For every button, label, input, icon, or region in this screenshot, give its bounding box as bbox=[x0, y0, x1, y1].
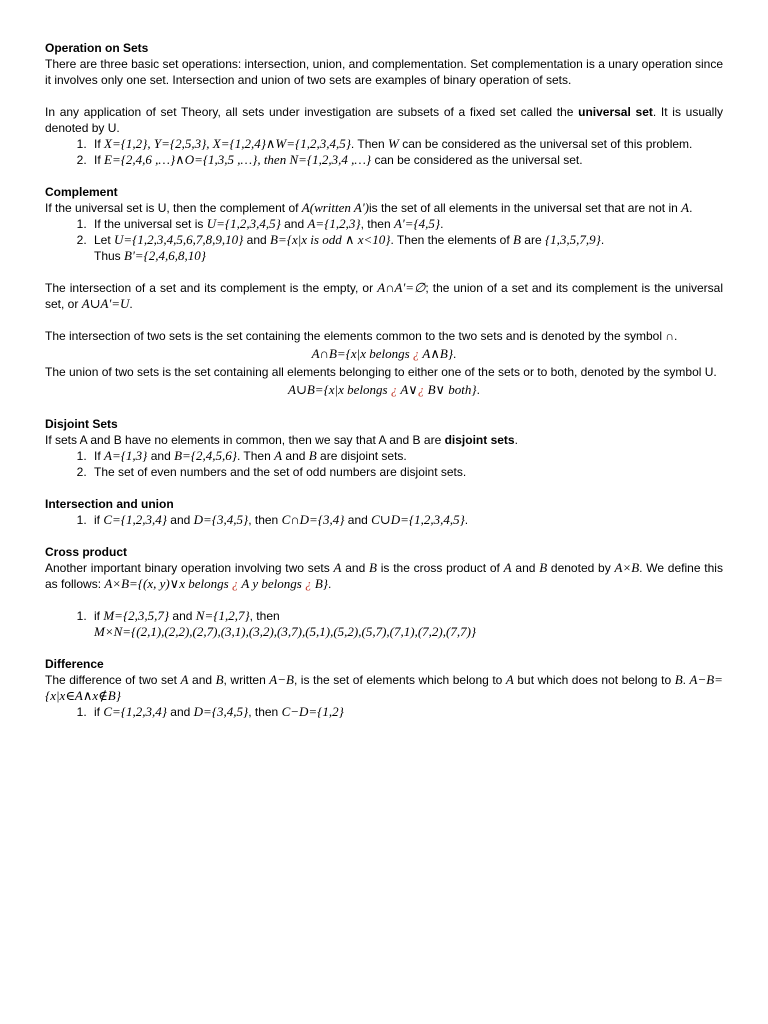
text-run: and bbox=[511, 561, 540, 575]
complement-examples bbox=[45, 216, 723, 264]
text-run: . Then bbox=[236, 449, 275, 463]
paragraph-universal-set: In any application of set Theory, all sets under investigation are subsets of a fixed set called the universal set. It is usually denoted by U. bbox=[45, 105, 723, 135]
math-expression: ¿ bbox=[231, 576, 239, 591]
list-item bbox=[90, 232, 723, 264]
heading-intersection-union: Intersection and union bbox=[45, 497, 174, 511]
math-expression: B bbox=[674, 672, 683, 687]
math-expression: B∨ both} bbox=[424, 382, 477, 397]
text-run: are bbox=[520, 233, 545, 247]
list-item bbox=[90, 704, 723, 720]
text-run: is the cross product of bbox=[377, 561, 504, 575]
math-expression: U={1,2,3,4,5,6,7,8,9,10} bbox=[114, 232, 244, 247]
text-run: If sets A and B have no elements in common, then we say that A and B are bbox=[45, 433, 445, 447]
math-expression: B bbox=[369, 560, 377, 575]
list-item bbox=[90, 608, 723, 640]
text-run: . bbox=[600, 233, 605, 247]
text-run: and bbox=[169, 609, 196, 623]
heading-cross-product: Cross product bbox=[45, 545, 128, 559]
text-run: can be considered as the universal set of this problem. bbox=[398, 137, 693, 151]
text-run: . We define this as follows: bbox=[45, 561, 723, 591]
math-expression: A∩A'=∅ bbox=[377, 280, 426, 295]
disjoint-examples bbox=[45, 448, 723, 480]
text-run: and bbox=[166, 705, 194, 719]
math-expression: A'={4,5} bbox=[393, 216, 441, 231]
text-run: , then bbox=[248, 705, 282, 719]
text-run: if bbox=[94, 609, 104, 623]
math-expression: A bbox=[505, 672, 514, 687]
text-run: are disjoint sets. bbox=[316, 449, 407, 463]
list-item bbox=[90, 136, 723, 152]
text-run: and bbox=[341, 561, 370, 575]
math-expression: A={1,3} bbox=[104, 448, 148, 463]
math-expression: X={1,2}, Y={2,5,3}, X={1,2,4}∧W={1,2,3,4,5} bbox=[104, 136, 351, 151]
text-run: and bbox=[188, 673, 216, 687]
math-expression: B bbox=[308, 448, 317, 463]
difference-examples bbox=[45, 704, 723, 720]
text-run: . bbox=[689, 201, 693, 215]
text-run: Thus bbox=[94, 249, 125, 263]
paragraph-union-definition: The union of two sets is the set containing all elements belonging to either one of the sets or to both, denoted by the symbol U. bbox=[45, 365, 717, 379]
list-item bbox=[90, 152, 723, 168]
text-run: . bbox=[129, 297, 133, 311]
text-run: , then bbox=[249, 609, 280, 623]
list-item bbox=[90, 448, 723, 464]
math-expression: A∧B} bbox=[419, 346, 454, 361]
formula-intersection bbox=[45, 345, 723, 363]
heading-complement: Complement bbox=[45, 185, 118, 199]
text-run: and bbox=[243, 233, 271, 247]
math-expression: ¿ bbox=[417, 382, 425, 397]
math-expression: N={1,2,7} bbox=[195, 608, 250, 623]
text-run: If bbox=[94, 137, 105, 151]
text-run: Another important binary operation involving two sets bbox=[45, 561, 334, 575]
text-run: . bbox=[464, 513, 469, 527]
intersection-union-examples bbox=[45, 512, 723, 528]
math-expression: A bbox=[503, 560, 512, 575]
cross-product-result: M×N={(2,1),(2,2),(2,7),(3,1),(3,2),(3,7),(5,1),(5,2),(5,7),(7,1),(7,2),(7,7)} bbox=[94, 624, 477, 639]
math-expression: A∨ bbox=[397, 382, 418, 397]
math-expression: D={3,4,5} bbox=[193, 704, 249, 719]
math-expression: D={3,4,5} bbox=[193, 512, 249, 527]
math-expression: ¿ bbox=[305, 576, 312, 591]
text-run: If the universal set is bbox=[94, 217, 207, 231]
list-item bbox=[90, 464, 723, 480]
text-run: , then bbox=[360, 217, 394, 231]
text-run: . bbox=[440, 217, 444, 231]
text-run: , is the set of elements which belong to bbox=[293, 673, 506, 687]
text-run: . bbox=[328, 577, 332, 591]
math-expression: A bbox=[180, 672, 189, 687]
heading-disjoint-sets: Disjoint Sets bbox=[45, 417, 118, 431]
text-run: . Then the elements of bbox=[390, 233, 514, 247]
text-run: The intersection of a set and its complement is the empty, or bbox=[45, 281, 378, 295]
math-expression: {1,3,5,7,9} bbox=[544, 232, 601, 247]
math-expression: A∪A'=U bbox=[81, 296, 130, 311]
text-run: The set of even numbers and the set of odd numbers are disjoint sets. bbox=[94, 465, 467, 479]
math-expression: B={2,4,5,6} bbox=[174, 448, 237, 463]
math-expression: E={2,4,6 ,…}∧O={1,3,5 ,…}, then N={1,2,3,4 ,…} bbox=[104, 152, 372, 167]
math-expression: B} bbox=[311, 576, 328, 591]
math-expression: B'={2,4,6,8,10} bbox=[124, 248, 206, 263]
paragraph-disjoint-definition bbox=[45, 432, 723, 448]
cross-product-examples bbox=[45, 608, 723, 640]
list-item bbox=[90, 512, 723, 528]
math-expression: A×B={(x, y)∨x belongs bbox=[104, 576, 232, 591]
term-universal-set: universal set bbox=[578, 105, 653, 119]
math-expression: A−B={x|x∈A∧x∉B} bbox=[45, 672, 723, 703]
text-run: . Then bbox=[350, 137, 389, 151]
heading-difference: Difference bbox=[45, 657, 104, 671]
math-expression: U={1,2,3,4,5} bbox=[206, 216, 281, 231]
text-run: If bbox=[94, 449, 105, 463]
heading-operation-on-sets: Operation on Sets bbox=[45, 41, 149, 55]
text-run: If bbox=[94, 153, 105, 167]
text-run: denoted by bbox=[547, 561, 615, 575]
math-expression: C={1,2,3,4} bbox=[103, 512, 167, 527]
text-run: The difference of two set bbox=[45, 673, 181, 687]
math-expression: A y belongs bbox=[238, 576, 306, 591]
formula-union bbox=[45, 381, 723, 399]
text-run: if bbox=[94, 513, 104, 527]
text-run: If the universal set is U, then the complement of bbox=[45, 201, 302, 215]
universal-set-examples bbox=[45, 136, 723, 168]
math-expression: ¿ bbox=[390, 382, 398, 397]
math-expression: ¿ bbox=[412, 346, 420, 361]
text-run: . bbox=[682, 673, 690, 687]
math-expression: A∪B={x|x belongs bbox=[288, 382, 391, 397]
text-run: , then bbox=[248, 513, 282, 527]
text-run: . bbox=[453, 347, 457, 361]
text-run: . bbox=[476, 383, 480, 397]
math-expression: A bbox=[681, 200, 690, 215]
paragraph-cross-product-definition bbox=[45, 560, 723, 592]
math-expression: B={x|x is odd ∧ x<10} bbox=[270, 232, 391, 247]
math-expression: B bbox=[539, 560, 548, 575]
text-run: and bbox=[147, 449, 175, 463]
math-expression: C={1,2,3,4} bbox=[103, 704, 167, 719]
text-run: . bbox=[514, 433, 518, 447]
text-run: disjoint sets bbox=[444, 433, 515, 447]
document-page bbox=[45, 40, 723, 720]
math-expression: A−B bbox=[269, 672, 294, 687]
math-expression: A×B bbox=[614, 560, 640, 575]
paragraph-complement-properties bbox=[45, 280, 723, 312]
paragraph-operations-intro: There are three basic set operations: intersection, union, and complementation. Set complementation is a unary operation since it involves only one set. Intersection and union of two sets are examples of binary operation of sets. bbox=[45, 57, 723, 87]
paragraph-difference-definition bbox=[45, 672, 723, 704]
text-run: and bbox=[166, 513, 194, 527]
text-run: and bbox=[344, 513, 372, 527]
math-expression: C∪D={1,2,3,4,5} bbox=[371, 512, 465, 527]
text-run: is the set of all elements in the universal set that are not in bbox=[368, 201, 682, 215]
math-expression: W bbox=[388, 136, 399, 151]
list-item bbox=[90, 216, 723, 232]
math-expression: B bbox=[215, 672, 224, 687]
math-expression: A∩B={x|x belongs bbox=[311, 346, 413, 361]
text-run: and bbox=[280, 217, 308, 231]
text-run: can be considered as the universal set. bbox=[371, 153, 583, 167]
text-run: if bbox=[94, 705, 104, 719]
math-expression: C∩D={3,4} bbox=[281, 512, 345, 527]
math-expression: A bbox=[274, 448, 283, 463]
math-expression: M={2,3,5,7} bbox=[103, 608, 170, 623]
math-expression: A(written A') bbox=[301, 200, 369, 215]
text-run: but which does not belong to bbox=[513, 673, 675, 687]
text-run: , written bbox=[223, 673, 270, 687]
math-expression: A bbox=[333, 560, 342, 575]
paragraph-intersection-definition: The intersection of two sets is the set containing the elements common to the two sets and is denoted by the symbol ∩. bbox=[45, 329, 678, 343]
math-expression: C−D={1,2} bbox=[281, 704, 344, 719]
text-run: ; the union of a set and its complement is the universal set, or bbox=[45, 281, 724, 311]
text-run: and bbox=[282, 449, 309, 463]
math-expression: B bbox=[513, 232, 521, 247]
paragraph-complement-definition bbox=[45, 200, 723, 216]
text-run: Let bbox=[94, 233, 115, 247]
math-expression: A={1,2,3} bbox=[307, 216, 361, 231]
